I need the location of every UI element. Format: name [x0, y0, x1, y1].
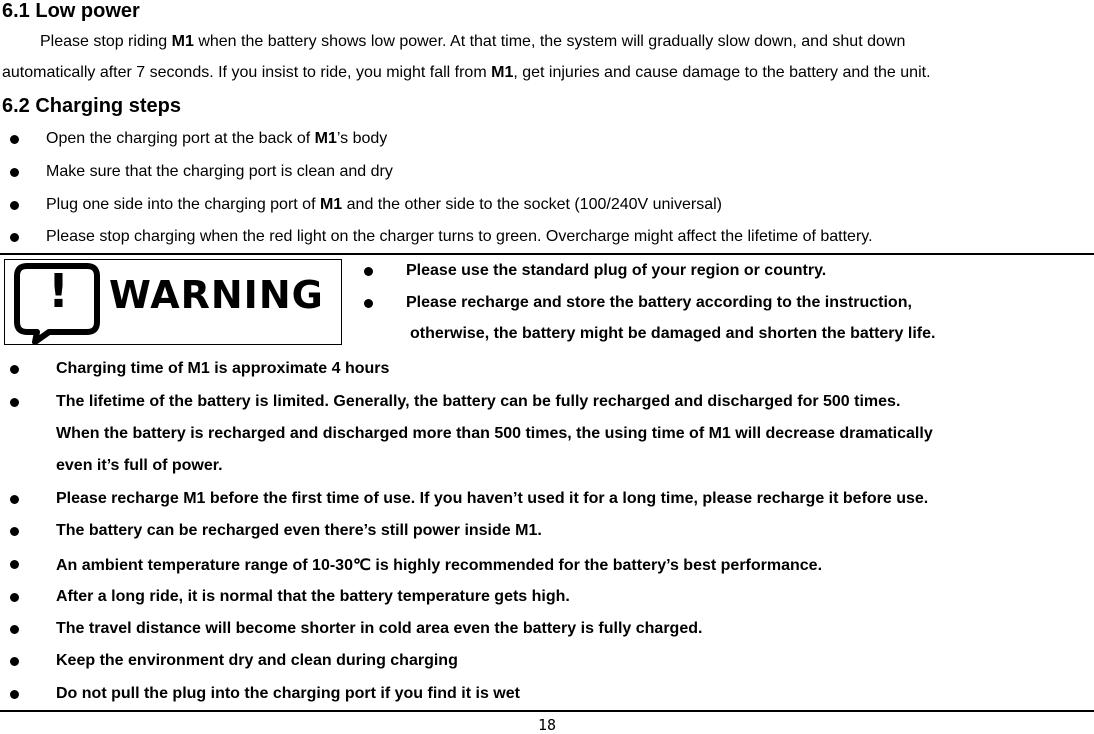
charging-step: Open the charging port at the back of M1’s body — [46, 130, 388, 147]
warning-item: Charging time of M1 is approximate 4 hours — [56, 360, 390, 377]
warning-item-continuation: When the battery is recharged and discharged more than 500 times, the using time of M1 will decrease dramatically — [56, 425, 933, 442]
exclamation-mark: ! — [48, 264, 69, 318]
bullet-icon — [10, 495, 19, 504]
bullet-icon — [10, 398, 19, 407]
charging-step: Plug one side into the charging port of M1 and the other side to the socket (100/240V universal) — [46, 196, 722, 213]
warning-item: The travel distance will become shorter in cold area even the battery is fully charged. — [56, 620, 703, 637]
warning-side-item: Please recharge and store the battery according to the instruction, — [406, 294, 912, 311]
bullet-icon — [10, 527, 19, 536]
bullet-icon — [10, 560, 19, 569]
warning-badge — [4, 259, 342, 345]
bullet-icon — [10, 201, 19, 210]
charging-step: Make sure that the charging port is clean and dry — [46, 163, 393, 180]
warning-item: The battery can be recharged even there’s still power inside M1. — [56, 522, 542, 539]
bullet-icon — [10, 690, 19, 699]
bullet-icon — [10, 233, 19, 242]
bullet-icon — [10, 657, 19, 666]
warning-label: WARNING — [109, 273, 324, 317]
warning-item: Please recharge M1 before the first time of use. If you haven’t used it for a long time, please recharge it before use. — [56, 490, 929, 507]
warning-item: Do not pull the plug into the charging port if you find it is wet — [56, 685, 520, 702]
warning-item: After a long ride, it is normal that the battery temperature gets high. — [56, 588, 570, 605]
bullet-icon — [10, 168, 19, 177]
warning-side-item-continuation: otherwise, the battery might be damaged and shorten the battery life. — [410, 325, 936, 342]
bullet-icon — [10, 135, 19, 144]
section-6-2-heading: 6.2 Charging steps — [2, 95, 181, 117]
charging-step: Please stop charging when the red light on the charger turns to green. Overcharge might affect the lifetime of battery. — [46, 228, 873, 245]
bullet-icon — [364, 267, 373, 276]
page-number: 18 — [537, 716, 557, 734]
warning-side-item: Please use the standard plug of your region or country. — [406, 262, 827, 279]
top-divider — [0, 253, 1094, 255]
bullet-icon — [10, 625, 19, 634]
bullet-icon — [10, 593, 19, 602]
section-6-1-heading: 6.1 Low power — [2, 0, 140, 22]
warning-item-continuation: even it’s full of power. — [56, 457, 223, 474]
warning-item: The lifetime of the battery is limited. Generally, the battery can be fully recharged and discharged for 500 times. — [56, 393, 901, 410]
bullet-icon — [10, 365, 19, 374]
low-power-paragraph-line-2: automatically after 7 seconds. If you insist to ride, you might fall from M1, get injuries and cause damage to the battery and the unit. — [2, 64, 931, 81]
bullet-icon — [364, 299, 373, 308]
warning-item: An ambient temperature range of 10-30℃ is highly recommended for the battery’s best performance. — [56, 557, 823, 574]
warning-item: Keep the environment dry and clean during charging — [56, 652, 458, 669]
footer-divider — [0, 710, 1094, 712]
low-power-paragraph-line-1: Please stop riding M1 when the battery shows low power. At that time, the system will gradually slow down, and shut down — [40, 33, 906, 50]
